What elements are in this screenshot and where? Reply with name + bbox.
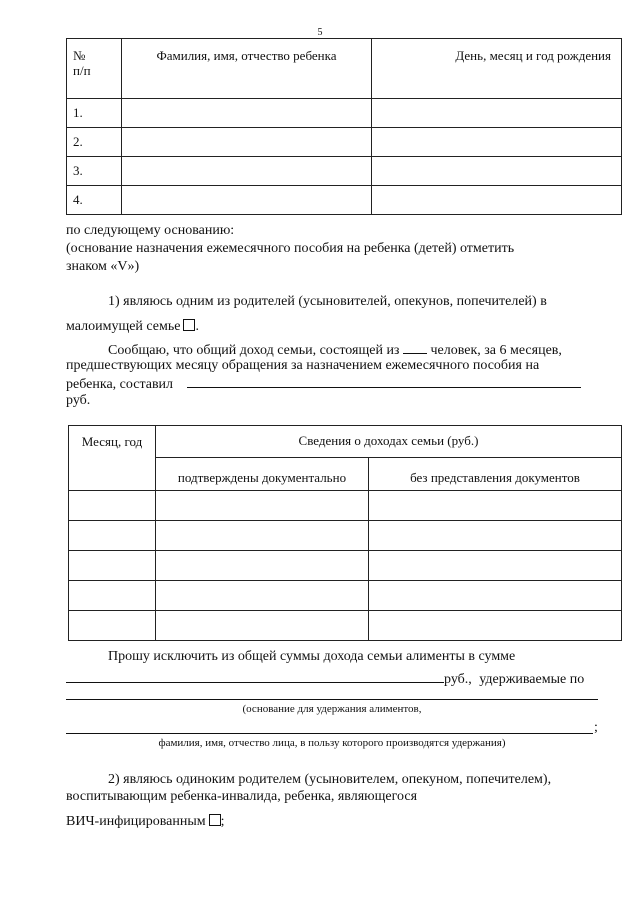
- header-month-year: Месяц, год: [69, 426, 156, 491]
- page-number: 5: [317, 27, 323, 38]
- children-table-header: [67, 39, 622, 99]
- item1-line-1: 1) являюсь одним из родителей (усыновителей, опекунов, попечителей) в: [108, 294, 547, 309]
- alimony-recipient-field[interactable]: [66, 733, 593, 734]
- alimony-rub: руб.,: [444, 672, 472, 687]
- birth-date-cell[interactable]: [372, 99, 622, 128]
- item1-line-2: малоимущей семье .: [66, 319, 199, 334]
- item2-hiv-label: ВИЧ-инфицированным: [66, 814, 206, 829]
- table-row: [67, 128, 622, 157]
- header-birth-date: День, месяц и год рождения: [372, 39, 622, 99]
- item2-line-1: 2) являюсь одиноким родителем (усыновителем, опекуном, попечителем),: [108, 772, 552, 787]
- month-cell[interactable]: [69, 521, 156, 551]
- alimony-line-2: [66, 669, 584, 689]
- children-table: [66, 38, 622, 215]
- row-number: 4.: [67, 186, 122, 215]
- report-line-3-label: ребенка, составил: [66, 377, 174, 392]
- row-number: 3.: [67, 157, 122, 186]
- unconfirmed-cell[interactable]: [369, 491, 622, 521]
- birth-date-cell[interactable]: [372, 128, 622, 157]
- unconfirmed-cell[interactable]: [369, 581, 622, 611]
- month-cell[interactable]: [69, 581, 156, 611]
- hiv-checkbox[interactable]: [209, 814, 221, 826]
- row-number: 1.: [67, 99, 122, 128]
- header-income-info: Сведения о доходах семьи (руб.): [156, 426, 622, 458]
- child-name-cell[interactable]: [122, 128, 372, 157]
- table-row: [69, 521, 622, 551]
- month-cell[interactable]: [69, 551, 156, 581]
- table-row: [67, 186, 622, 215]
- basis-line-2: (основание назначения ежемесячного пособия на ребенка (детей) отметить: [66, 241, 515, 256]
- header-unconfirmed: без представления документов: [369, 457, 622, 490]
- alimony-basis-caption: (основание для удержания алиментов,: [242, 703, 422, 715]
- confirmed-cell[interactable]: [156, 581, 369, 611]
- table-row: [69, 491, 622, 521]
- income-table-header: [69, 426, 622, 458]
- item2-line-2: воспитывающим ребенка-инвалида, ребенка, являющегося: [66, 789, 418, 804]
- child-name-cell[interactable]: [122, 157, 372, 186]
- birth-date-cell[interactable]: [372, 157, 622, 186]
- confirmed-cell[interactable]: [156, 521, 369, 551]
- header-child-name: Фамилия, имя, отчество ребенка: [122, 39, 372, 99]
- birth-date-cell[interactable]: [372, 186, 622, 215]
- confirmed-cell[interactable]: [156, 611, 369, 641]
- alimony-person-caption: фамилия, имя, отчество лица, в пользу которого производятся удержания): [158, 737, 506, 749]
- confirmed-cell[interactable]: [156, 551, 369, 581]
- report-line-3: [66, 374, 581, 394]
- total-income-field[interactable]: [187, 374, 581, 388]
- item2-line-3: ВИЧ-инфицированным ;: [66, 814, 225, 829]
- report-line-4: руб.: [66, 393, 91, 408]
- table-row: [67, 157, 622, 186]
- confirmed-cell[interactable]: [156, 491, 369, 521]
- alimony-semicolon: ;: [594, 720, 598, 735]
- table-row: [69, 611, 622, 641]
- family-size-field[interactable]: [403, 340, 427, 354]
- header-confirmed: подтверждены документально: [156, 457, 369, 490]
- month-cell[interactable]: [69, 611, 156, 641]
- header-num: № п/п: [67, 39, 122, 99]
- report-line-2: предшествующих месяцу обращения за назначением ежемесячного пособия на: [66, 358, 540, 373]
- income-table: [68, 425, 622, 641]
- unconfirmed-cell[interactable]: [369, 551, 622, 581]
- alimony-line-1: Прошу исключить из общей суммы дохода семьи алименты в сумме: [108, 649, 516, 664]
- alimony-withheld-by: удерживаемые по: [479, 672, 585, 687]
- month-cell[interactable]: [69, 491, 156, 521]
- low-income-checkbox[interactable]: [183, 319, 195, 331]
- unconfirmed-cell[interactable]: [369, 611, 622, 641]
- child-name-cell[interactable]: [122, 99, 372, 128]
- table-row: [69, 551, 622, 581]
- row-number: 2.: [67, 128, 122, 157]
- alimony-basis-field[interactable]: [66, 699, 598, 700]
- report-part-2: человек, за 6 месяцев,: [430, 343, 562, 358]
- table-row: [69, 581, 622, 611]
- unconfirmed-cell[interactable]: [369, 521, 622, 551]
- basis-line-3: знаком «V»): [66, 259, 140, 274]
- item1-low-income-label: малоимущей семье: [66, 319, 181, 334]
- basis-line-1: по следующему основанию:: [66, 223, 235, 238]
- alimony-amount-field[interactable]: [66, 669, 444, 683]
- report-part-1: Сообщаю, что общий доход семьи, состоящей из: [108, 343, 400, 358]
- table-row: [67, 99, 622, 128]
- child-name-cell[interactable]: [122, 186, 372, 215]
